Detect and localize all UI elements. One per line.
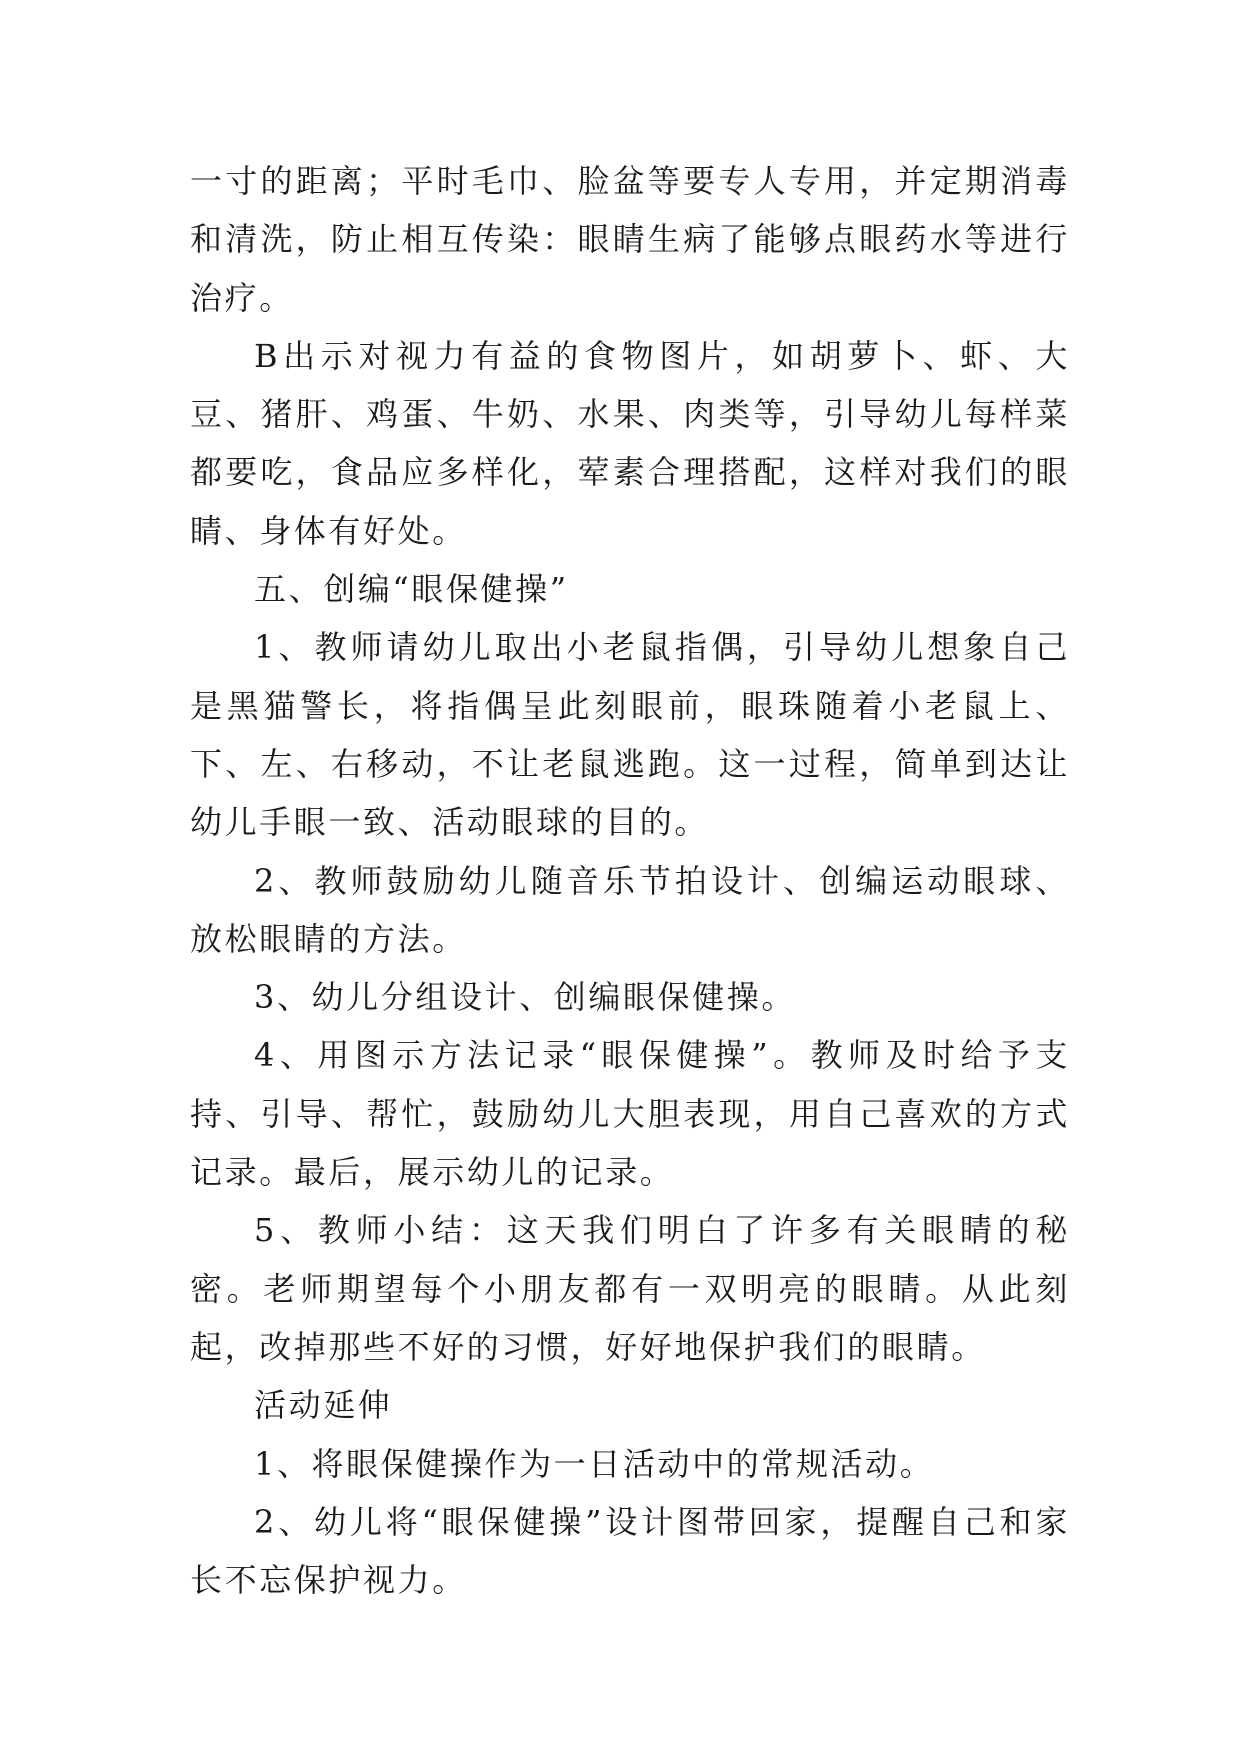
paragraph: 一寸的距离；平时毛巾、脸盆等要专人专用，并定期消毒和清洗，防止相互传染：眼睛生病了能够点眼药水等进行治疗。	[190, 162, 1070, 317]
paragraph: 1、将眼保健操作为一日活动中的常规活动。	[254, 1444, 935, 1483]
paragraph: 1、教师请幼儿取出小老鼠指偶，引导幼儿想象自己是黑猫警长，将指偶呈此刻眼前，眼珠随着小老鼠上、下、左、右移动，不让老鼠逃跑。这一过程，简单到达让幼儿手眼一致、活动眼球的目的。	[190, 628, 1070, 842]
paragraph: B出示对视力有益的食物图片，如胡萝卜、虾、大豆、猪肝、鸡蛋、牛奶、水果、肉类等，引导幼儿每样菜都要吃，食品应多样化，荤素合理搭配，这样对我们的眼睛、身体有好处。	[190, 336, 1070, 550]
paragraph: 5、教师小结：这天我们明白了许多有关眼睛的秘密。老师期望每个小朋友都有一双明亮的眼睛。从此刻起，改掉那些不好的习惯，好好地保护我们的眼睛。	[190, 1211, 1070, 1366]
paragraph: 2、教师鼓励幼儿随音乐节拍设计、创编运动眼球、放松眼睛的方法。	[190, 861, 1070, 958]
paragraph: 4、用图示方法记录“眼保健操”。教师及时给予支持、引导、帮忙，鼓励幼儿大胆表现，用自己喜欢的方式记录。最后，展示幼儿的记录。	[190, 1036, 1070, 1192]
section-heading: 五、创编“眼保健操”	[254, 570, 569, 609]
paragraph: 2、幼儿将“眼保健操”设计图带回家，提醒自己和家长不忘保护视力。	[190, 1502, 1070, 1600]
section-heading: 活动延伸	[254, 1386, 393, 1425]
body-text	[190, 152, 1070, 1609]
paragraph: 3、幼儿分组设计、创编眼保健操。	[254, 978, 796, 1017]
